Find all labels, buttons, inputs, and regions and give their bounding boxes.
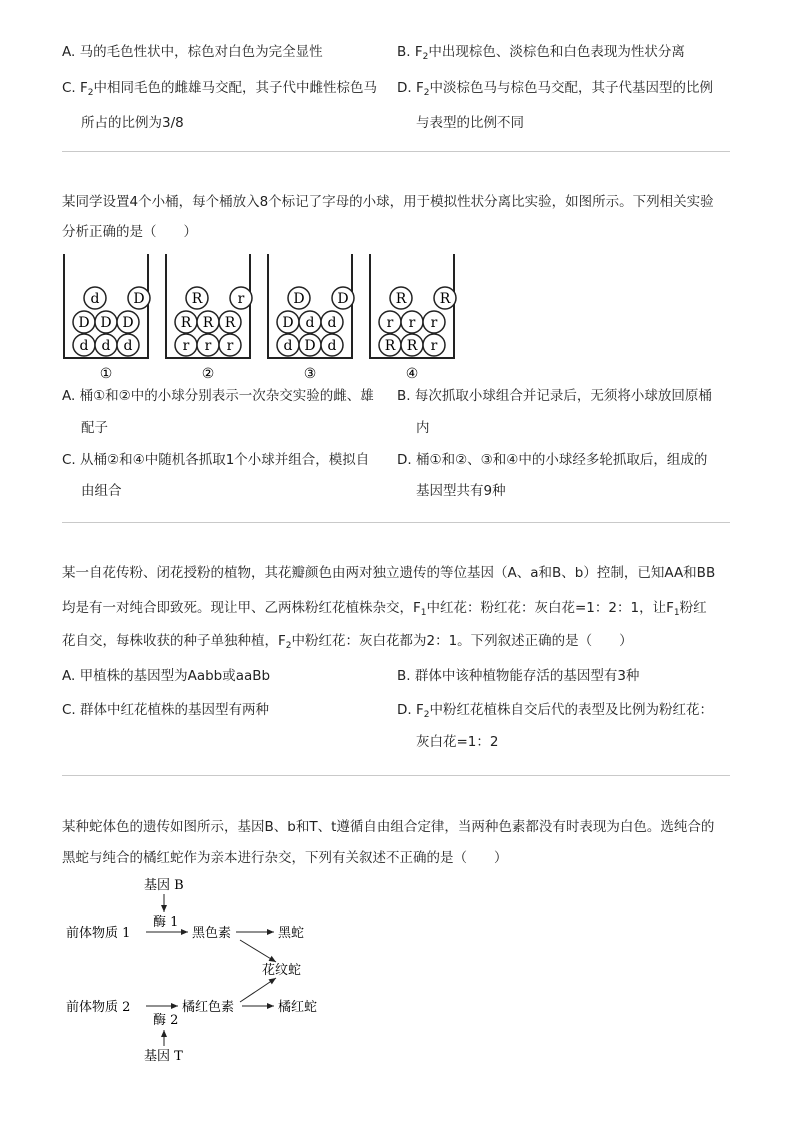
ball-label: R	[439, 291, 451, 307]
q1-option-d-text: 中淡棕色马与棕色马交配，其子代基因型的比例	[429, 80, 713, 96]
ball-label: d	[305, 315, 315, 331]
q2-option-c[interactable]: C. 从桶②和④中随机各抓取1个小球并组合，模拟自	[62, 452, 370, 468]
ball-label: r	[237, 291, 245, 307]
ball-label: R	[384, 338, 396, 354]
orange-snake-label: 橘红蛇	[278, 1000, 318, 1015]
ball-label: d	[79, 338, 89, 354]
ball-label: D	[133, 291, 145, 307]
q4-stem-line1: 某种蛇体色的遗传如图所示，基因B、b和T、t遵循自由组合定律，当两种色素都没有时表现为白色。选纯合的	[62, 819, 715, 835]
precursor2-label: 前体物质 2	[66, 1000, 131, 1015]
q2-option-b-line2: 内	[416, 420, 430, 436]
ball-label: d	[90, 291, 100, 307]
bucket-number-label: ②	[201, 366, 215, 380]
ball-label: R	[191, 291, 203, 307]
ball-label: D	[282, 315, 294, 331]
ball-label: d	[327, 338, 337, 354]
q1-option-c-line2: 所占的比例为3/8	[81, 115, 184, 131]
snake-color-pathway-diagram	[60, 872, 360, 1072]
ball-label: D	[337, 291, 349, 307]
q3-option-d-text: 中粉红花植株自交后代的表型及比例为粉红花：	[429, 702, 713, 718]
q3-option-d-prefix: D. F	[397, 702, 424, 718]
q1-option-d-subscript: 2	[423, 88, 430, 98]
q1-option-b-subscript: 2	[422, 52, 429, 62]
q2-option-d[interactable]: D. 桶①和②、③和④中的小球经多轮抓取后，组成的	[397, 452, 708, 468]
bucket-number-label: ①	[99, 366, 113, 380]
q1-option-b-prefix: B. F	[397, 44, 423, 60]
buckets-figure	[60, 250, 460, 380]
ball-label: r	[408, 315, 416, 331]
black-snake-label: 黑蛇	[278, 926, 305, 941]
q1-option-b-text: 中出现棕色、淡棕色和白色表现为性状分离	[428, 44, 685, 60]
q3-option-d-line2: 灰白花=1：2	[416, 734, 499, 750]
ball-label: r	[430, 338, 438, 354]
ball-label: r	[204, 338, 212, 354]
ball-label: D	[100, 315, 112, 331]
ball-label: r	[182, 338, 190, 354]
ball-label: r	[226, 338, 234, 354]
q3-option-c[interactable]: C. 群体中红花植株的基因型有两种	[62, 702, 270, 718]
arrow-black-to-pattern	[240, 940, 276, 962]
ball-label: R	[202, 315, 214, 331]
q3-option-a[interactable]: A. 甲植株的基因型为Aabb或aaBb	[62, 668, 271, 684]
ball-label: R	[224, 315, 236, 331]
ball-label: d	[123, 338, 133, 354]
q1-option-c[interactable]	[62, 78, 377, 103]
gene-t-label: 基因 T	[144, 1049, 183, 1064]
q3-stem-line3-a: 花自交，每株收获的种子单独种植，F	[62, 633, 286, 649]
bucket-2	[166, 254, 252, 380]
q3-option-d[interactable]	[397, 700, 713, 725]
q3-stem-line2-sub2: 1	[673, 608, 680, 618]
orange-pigment-label: 橘红色素	[182, 1000, 235, 1015]
q1-option-d-prefix: D. F	[397, 80, 424, 96]
q3-stem-line2	[62, 598, 707, 623]
ball-label: R	[395, 291, 407, 307]
q1-option-b[interactable]	[397, 42, 685, 67]
ball-label: R	[180, 315, 192, 331]
q3-option-b[interactable]: B. 群体中该种植物能存活的基因型有3种	[397, 668, 640, 684]
q2-stem-line2: 分析正确的是（ ）	[62, 224, 197, 240]
q3-stem-line3-sub: 2	[285, 641, 292, 651]
q3-stem-line3	[62, 631, 633, 656]
arrow-orange-to-pattern	[240, 978, 276, 1002]
q3-stem-line2-b: 中红花：粉红花：灰白花=1：2：1，让F	[426, 600, 674, 616]
q3-stem-line2-a: 均是有一对纯合即致死。现让甲、乙两株粉红花植株杂交，F	[62, 600, 421, 616]
q1-option-c-prefix: C. F	[62, 80, 88, 96]
gene-b-label: 基因 B	[144, 878, 184, 893]
bucket-3	[268, 254, 354, 380]
q3-stem-line2-c: 粉红	[679, 600, 707, 616]
q2-option-c-line2: 由组合	[81, 483, 122, 499]
ball-label: r	[430, 315, 438, 331]
q3-stem-line2-sub: 1	[420, 608, 427, 618]
q1-option-d[interactable]	[397, 78, 713, 103]
divider	[62, 775, 730, 776]
q2-option-a-line2: 配子	[81, 420, 108, 436]
bucket-1	[64, 254, 150, 380]
divider	[62, 151, 730, 152]
q3-option-d-subscript: 2	[423, 710, 430, 720]
ball-label: D	[293, 291, 305, 307]
q2-stem-line1: 某同学设置4个小桶，每个桶放入8个标记了字母的小球，用于模拟性状分离比实验，如图所示。下列相关实验	[62, 194, 714, 210]
enzyme2-label: 酶 2	[153, 1013, 179, 1028]
q2-option-b[interactable]: B. 每次抓取小球组合并记录后，无须将小球放回原桶	[397, 388, 712, 404]
q1-option-c-text: 中相同毛色的雌雄马交配，其子代中雌性棕色马	[93, 80, 378, 96]
bucket-4	[370, 254, 456, 380]
ball-label: d	[101, 338, 111, 354]
ball-label: D	[122, 315, 134, 331]
ball-label: R	[406, 338, 418, 354]
q3-stem-line1: 某一自花传粉、闭花授粉的植物，其花瓣颜色由两对独立遗传的等位基因（A、a和B、b）控制，已知AA和BB	[62, 565, 716, 581]
ball-label: r	[386, 315, 394, 331]
ball-label: D	[304, 338, 316, 354]
q4-stem-line2: 黑蛇与纯合的橘红蛇作为亲本进行杂交，下列有关叙述不正确的是（ ）	[62, 850, 508, 866]
q2-option-d-line2: 基因型共有9种	[416, 483, 506, 499]
bucket-number-label: ③	[303, 366, 317, 380]
q1-option-a[interactable]: A. 马的毛色性状中，棕色对白色为完全显性	[62, 44, 323, 60]
enzyme1-label: 酶 1	[153, 915, 179, 930]
ball-label: d	[327, 315, 337, 331]
ball-label: d	[283, 338, 293, 354]
pattern-snake-label: 花纹蛇	[262, 963, 302, 978]
q2-option-a[interactable]: A. 桶①和②中的小球分别表示一次杂交实验的雌、雄	[62, 388, 374, 404]
black-pigment-label: 黑色素	[192, 926, 232, 941]
q1-option-d-line2: 与表型的比例不同	[416, 115, 524, 131]
precursor1-label: 前体物质 1	[66, 926, 131, 941]
bucket-number-label: ④	[405, 366, 419, 380]
divider	[62, 522, 730, 523]
q3-stem-line3-b: 中粉红花：灰白花都为2：1。下列叙述正确的是（ ）	[291, 633, 633, 649]
q1-option-c-subscript: 2	[87, 88, 94, 98]
ball-label: D	[78, 315, 90, 331]
